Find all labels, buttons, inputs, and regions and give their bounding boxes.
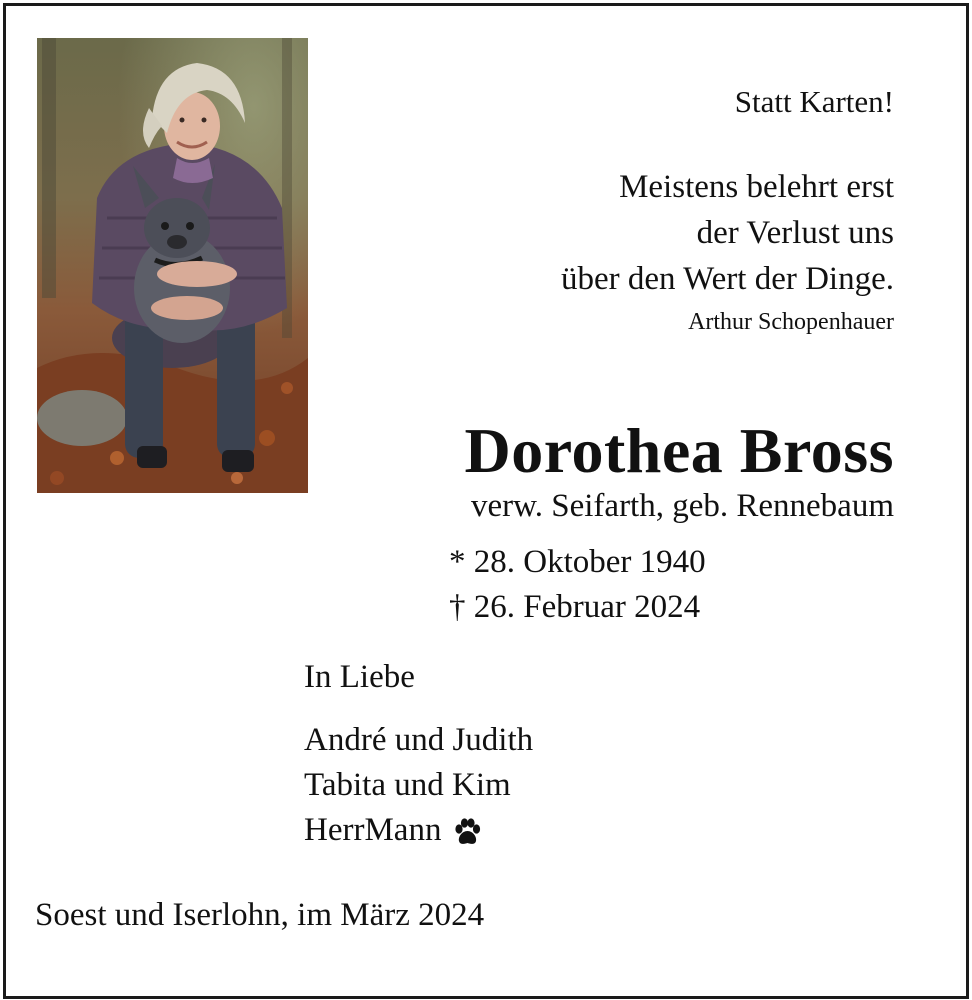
mourner-name: Tabita und Kim bbox=[304, 767, 511, 803]
place-and-date: Soest und Iserlohn, im März 2024 bbox=[35, 897, 485, 933]
header-statt-karten: Statt Karten! bbox=[734, 84, 894, 119]
quote-author: Arthur Schopenhauer bbox=[688, 309, 894, 335]
portrait-photo bbox=[37, 38, 308, 493]
paw-print-icon bbox=[451, 817, 483, 849]
quote-line: der Verlust uns bbox=[696, 215, 894, 251]
mourner-line bbox=[304, 808, 533, 853]
mourner-line bbox=[304, 763, 533, 808]
mourner-name: André und Judith bbox=[304, 722, 534, 758]
mourner-line bbox=[304, 718, 533, 763]
closing-phrase: In Liebe bbox=[304, 659, 415, 695]
mourners-list bbox=[304, 718, 533, 853]
mourner-name: HerrMann bbox=[304, 812, 442, 848]
maiden-names: verw. Seifarth, geb. Rennebaum bbox=[470, 488, 894, 524]
quote-line: über den Wert der Dinge. bbox=[560, 261, 894, 297]
death-date: † 26. Februar 2024 bbox=[449, 589, 701, 625]
deceased-name: Dorothea Bross bbox=[464, 415, 894, 486]
quote-line: Meistens belehrt erst bbox=[619, 169, 894, 205]
life-dates bbox=[449, 540, 706, 630]
birth-date: * 28. Oktober 1940 bbox=[449, 544, 706, 580]
quote-block bbox=[561, 164, 894, 302]
